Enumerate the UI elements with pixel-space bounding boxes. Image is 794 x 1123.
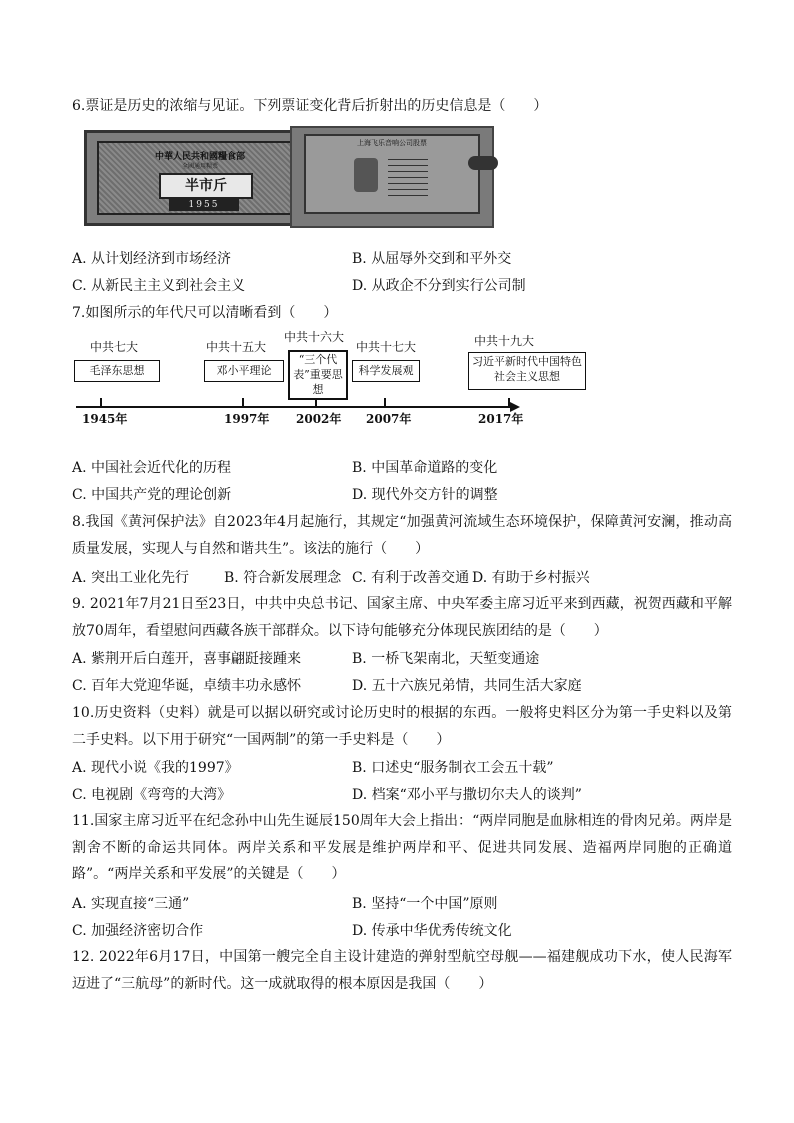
timeline-theory-1: 毛泽东思想 — [74, 360, 160, 382]
ration-ticket-year: 1955 — [169, 199, 239, 211]
timeline-theory-5: 习近平新时代中国特色社会主义思想 — [468, 352, 586, 390]
timeline-congress-5: 中共十九大 — [474, 334, 535, 348]
q11-option-c[interactable]: C. 加强经济密切合作 — [72, 923, 204, 939]
timeline-congress-1: 中共七大 — [90, 340, 139, 354]
q8-option-c[interactable]: C. 有利于改善交通 — [352, 570, 470, 586]
timeline-year-4: 2007年 — [366, 412, 412, 426]
timeline-congress-3: 中共十六大 — [284, 330, 345, 344]
timeline-theory-3: “三个代表”重要思想 — [288, 350, 348, 400]
q7-stem: 7.如图所示的年代尺可以清晰看到（ ） — [72, 305, 338, 321]
q7-option-b[interactable]: B. 中国革命道路的变化 — [352, 460, 498, 476]
q8-option-a[interactable]: A. 突出工业化先行 — [72, 570, 190, 586]
q10-stem: 10.历史资料（史料）就是可以据以研究或讨论历史时的根据的东西。一般将史料区分为第一手史料以及第二手史料。以下用于研究“一国两制”的第一手史料是（ ） — [72, 705, 732, 748]
q6-option-c[interactable]: C. 从新民主主义到社会主义 — [72, 278, 246, 294]
q11-stem: 11.国家主席习近平在纪念孙中山先生诞辰150周年大会上指出：“两岸同胞是血脉相连的骨肉兄弟。两岸是割舍不断的命运共同体。两岸关系和平发展是维护两岸和平、促进共同发展、造福两岸同胞的正确道路”。“两岸关系和平发展”的关键是（ ） — [72, 813, 732, 882]
q8-option-b[interactable]: B. 符合新发展理念 — [224, 570, 342, 586]
q8-option-d[interactable]: D. 有助于乡村振兴 — [472, 570, 590, 586]
q7-option-a[interactable]: A. 中国社会近代化的历程 — [72, 460, 232, 476]
q8-stem: 8.我国《黄河保护法》自2023年4月起施行，其规定“加强黄河流域生态环境保护，保障黄河安澜，推动高质量发展，实现人与自然和谐共生”。该法的施行（ ） — [72, 514, 732, 557]
q6-option-d[interactable]: D. 从政企不分到实行公司制 — [352, 278, 526, 294]
stock-certificate-title: 上海飞乐音响公司股票 — [357, 139, 427, 147]
stock-certificate-image — [290, 126, 494, 228]
exam-page — [72, 0, 732, 1123]
q12-stem: 12. 2022年6月17日，中国第一艘完全自主设计建造的弹射型航空母舰——福建舰成功下水，使人民海军迈进了“三航母”的新时代。这一成就取得的根本原因是我国（ ） — [72, 949, 732, 992]
timeline-year-2: 1997年 — [224, 412, 270, 426]
q10-option-a[interactable]: A. 现代小说《我的1997》 — [72, 760, 239, 776]
q9-option-b[interactable]: B. 一桥飞架南北，天堑变通途 — [352, 651, 540, 667]
timeline-theory-2: 邓小平理论 — [204, 360, 284, 382]
ration-ticket-value: 半市斤 — [159, 173, 253, 199]
q11-option-a[interactable]: A. 实现直接“三通” — [72, 896, 190, 912]
q10-option-c[interactable]: C. 电视剧《弯弯的大湾》 — [72, 787, 232, 803]
timeline-congress-4: 中共十七大 — [356, 340, 417, 354]
timeline-axis — [76, 406, 512, 408]
timeline-year-3: 2002年 — [296, 412, 342, 426]
timeline-congress-2: 中共十五大 — [206, 340, 267, 354]
q10-option-b[interactable]: B. 口述史“服务制衣工会五十载” — [352, 760, 554, 776]
timeline-year-5: 2017年 — [478, 412, 524, 426]
q9-option-a[interactable]: A. 紫荆开后白莲开，喜事翩跹接踵来 — [72, 651, 302, 667]
timeline-theory-4: 科学发展观 — [352, 360, 420, 382]
timeline-figure — [72, 330, 732, 426]
q6-option-b[interactable]: B. 从屈辱外交到和平外交 — [352, 251, 512, 267]
stock-certificate-frame — [304, 134, 480, 214]
q11-option-b[interactable]: B. 坚持“一个中国”原则 — [352, 896, 498, 912]
q7-option-d[interactable]: D. 现代外交方针的调整 — [352, 487, 498, 503]
q6-stem: 6.票证是历史的浓缩与见证。下列票证变化背后折射出的历史信息是（ ） — [72, 98, 548, 114]
text-lines-decoration — [388, 156, 428, 196]
q9-stem: 9. 2021年7月21日至23日，中共中央总书记、国家主席、中央军委主席习近平来到西藏，祝贺西藏和平解放70周年，看望慰问西藏各族干部群众。以下诗句能够充分体现民族团结的是（ ） — [72, 596, 732, 639]
q9-option-d[interactable]: D. 五十六族兄弟情，共同生活大家庭 — [352, 678, 582, 694]
q11-option-d[interactable]: D. 传承中华优秀传统文化 — [352, 923, 512, 939]
seal-icon — [354, 158, 378, 192]
q10-option-d[interactable]: D. 档案“邓小平与撒切尔夫人的谈判” — [352, 787, 582, 803]
ration-ticket-frame — [97, 141, 303, 215]
ration-ticket-sub: 全國通用糧票 — [181, 163, 218, 170]
ration-ticket-title: 中華人民共和國糧食部 — [154, 152, 245, 162]
q9-option-c[interactable]: C. 百年大党迎华诞，卓绩丰功永感怀 — [72, 678, 302, 694]
q6-option-a[interactable]: A. 从计划经济到市场经济 — [72, 251, 232, 267]
tag-icon — [468, 156, 498, 170]
timeline-year-1: 1945年 — [82, 412, 128, 426]
ration-ticket-image — [84, 130, 316, 226]
arrow-right-icon — [510, 402, 520, 412]
q7-option-c[interactable]: C. 中国共产党的理论创新 — [72, 487, 232, 503]
